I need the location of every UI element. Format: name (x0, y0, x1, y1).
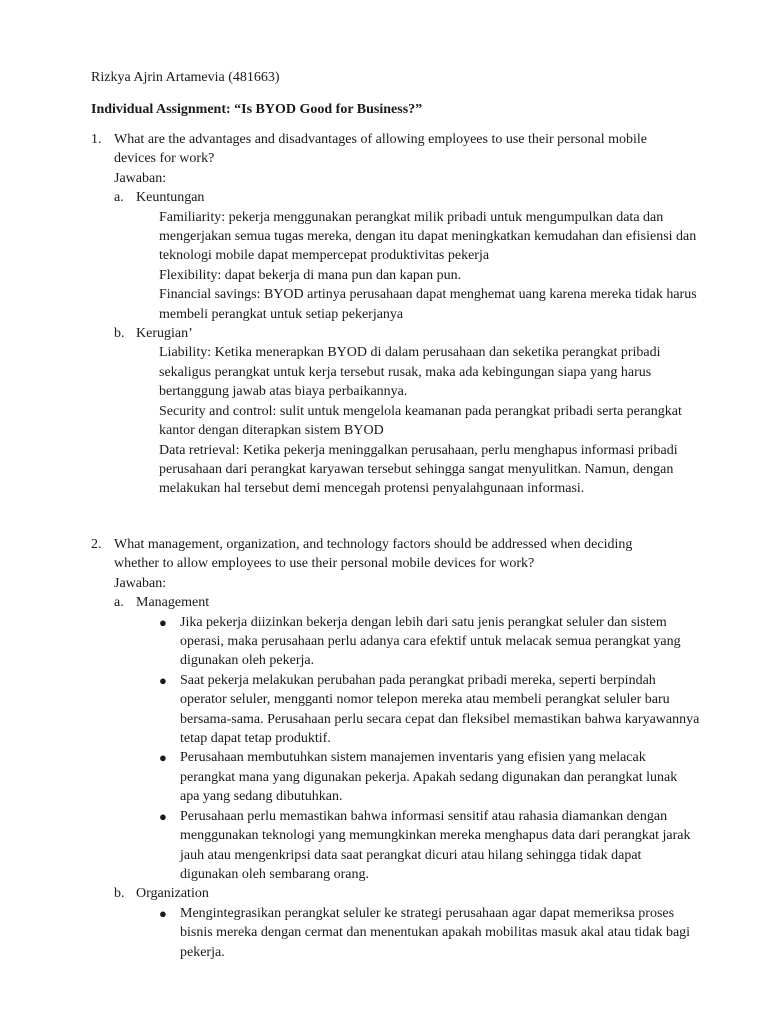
section-title: Management (136, 595, 210, 611)
section-letter: b. (114, 886, 125, 902)
paragraph-liability: Liability: Ketika menerapkan BYOD di dalam perusahaan dan seketika perangkat pribadi sekaligus perangkat untuk kerja tersebut rusak, maka ada kebingungan siapa yang harus bertanggung jawab atas biaya perbaikannya. (159, 345, 661, 400)
bullet-icon: ● (159, 614, 167, 630)
assignment-title: Individual Assignment: “Is BYOD Good for Business?” (91, 102, 423, 117)
question-1 (91, 130, 697, 499)
section-letter: a. (114, 190, 124, 206)
bullet-icon: ● (159, 808, 167, 824)
section-kerugian (114, 324, 691, 499)
bullet-icon: ● (159, 672, 167, 688)
paragraph-financial-savings: Financial savings: BYOD artinya perusahaan dapat menghemat uang karena mereka tidak harus membeli perangkat untuk setiap pekerjanya (159, 287, 697, 322)
paragraph-security-control: Security and control: sulit untuk mengelola keamanan pada perangkat pribadi serta perangkat kantor dengan diterapkan sistem BYOD (159, 403, 682, 439)
bullet-text: Saat pekerja melakukan perubahan pada perangkat pribadi mereka, seperti berpindah operator seluler, mengganti nomor telepon mereka atau membeli perangkat seluler baru bersama-sama. Perusahaan perlu secara cepat dan fleksibel memastikan bahwa karyawannya tetap dapat tetap produktif. (180, 672, 700, 747)
list-item (159, 671, 700, 749)
section-keuntungan (114, 188, 697, 324)
bullet-text: Perusahaan membutuhkan sistem manajemen inventaris yang efisien yang melacak perangkat mana yang digunakan pekerja. Apakah sedang digunakan dan perangkat lunak apa yang sedang dibutuhkan. (180, 750, 678, 805)
list-item (159, 807, 700, 885)
bullet-list (159, 904, 691, 962)
question-text: What are the advantages and disadvantages of allowing employees to use their personal mobile devices for work? (114, 132, 647, 167)
question-text: What management, organization, and technology factors should be addressed when deciding whether to allow employees to use their personal mobile devices for work? (114, 537, 633, 572)
paragraph-flexibility: Flexibility: dapat bekerja di mana pun dan kapan pun. (159, 267, 462, 283)
question-number: 1. (91, 132, 102, 147)
bullet-text: Perusahaan perlu memastikan bahwa informasi sensitif atau rahasia diamankan dengan menggunakan teknologi yang memungkinkan mereka menghapus data dari perangkat jarak jauh atau mengenkripsi data saat perangkat dicuri atau hilang sehingga tidak dapat digunakan oleh sembarang orang. (180, 808, 691, 882)
paragraph-data-retrieval: Data retrieval: Ketika pekerja meninggalkan perusahaan, perlu menghapus informasi pribadi perusahaan dari perangkat karyawan tersebut sehingga sangat menyulitkan. Namun, dengan melakukan hal tersebut demi mencegah protensi penyalahgunaan informasi. (159, 442, 678, 497)
section-letter: b. (114, 326, 125, 342)
bullet-icon: ● (159, 905, 167, 921)
answer-label: Jawaban: (114, 170, 167, 186)
question-2 (91, 535, 700, 962)
section-management (114, 593, 700, 884)
author-line: Rizkya Ajrin Artamevia (481663) (91, 70, 280, 85)
paragraph-familiarity: Familiarity: pekerja menggunakan perangkat milik pribadi untuk mengumpulkan data dan mengerjakan semua tugas mereka, dengan itu dapat meningkatkan kemudahan dan efisiensi dan teknologi mobile dapat mempercepat produktivitas pekerja (159, 209, 697, 264)
question-number: 2. (91, 537, 102, 552)
section-title: Kerugian’ (136, 326, 193, 342)
bullet-text: Mengintegrasikan perangkat seluler ke strategi perusahaan agar dapat memeriksa proses bisnis mereka dengan cermat dan menentukan apakah mobilitas masuk akal atau tidak bagi pekerja. (180, 905, 691, 960)
bullet-text: Jika pekerja diizinkan bekerja dengan lebih dari satu jenis perangkat seluler dan sistem operasi, maka perusahaan perlu adanya cara efektif untuk melacak semua perangkat yang digunakan oleh pekerja. (180, 614, 681, 669)
section-organization (114, 884, 691, 962)
section-letter: a. (114, 595, 124, 611)
bullet-list (159, 613, 700, 885)
list-item (159, 748, 700, 806)
list-item (159, 613, 700, 671)
section-title: Organization (136, 886, 209, 902)
section-title: Keuntungan (136, 190, 205, 206)
bullet-icon: ● (159, 750, 167, 766)
answer-label: Jawaban: (114, 575, 167, 591)
list-item (159, 904, 700, 962)
